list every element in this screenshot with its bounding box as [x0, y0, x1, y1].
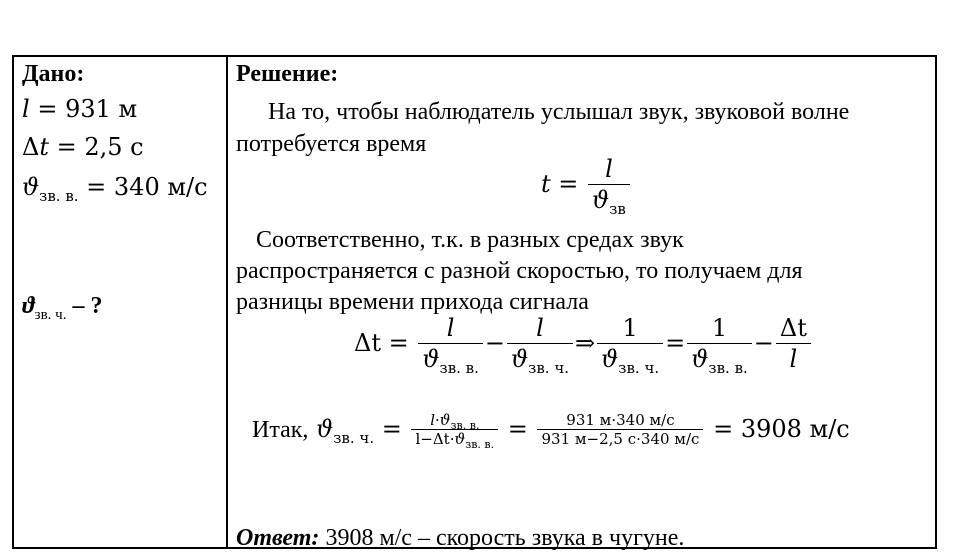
formula-3-frac-2-den: 931 м−2,5 с·340 м/с	[541, 430, 700, 448]
formula-3-frac-1-num-sub: зв. в.	[450, 419, 480, 432]
formula-2-frac-2-num: l	[507, 314, 573, 344]
formula-2-equals: =	[665, 329, 686, 357]
answer-text: 3908 м/с – скорость звука в чугуне.	[325, 525, 685, 551]
paragraph-2-line-2: распространяется с разной скоростью, то получаем для	[236, 258, 803, 284]
formula-2-frac-4-num: 1	[687, 314, 752, 344]
paragraph-1-line-2: потребуется время	[236, 131, 427, 157]
formula-3-equals-1: =	[381, 414, 402, 443]
formula-3-frac-1-den-sub: зв. в.	[465, 438, 495, 451]
answer-line	[236, 525, 684, 552]
formula-3-equals-2: =	[507, 414, 528, 443]
itak-label: Итак,	[252, 416, 309, 443]
answer-label: Ответ:	[236, 525, 320, 551]
formula-result: Итак, $ϑ_{зв. ч.}$ = $\frac{l\cdot ϑ_{зв. в.}}{l-\Delta t\cdot ϑ_{зв. в.}}$ = $\frac{931 м\cdot 340 м/с}{931 м-2,5 с\cdot 340 м/с}$ = 3908 м/с	[252, 411, 850, 451]
given-speed-air-sub: зв. в.	[39, 187, 79, 205]
formula-3-frac-2-num: 931 м·340 м/с	[537, 411, 703, 430]
formula-2-implies: ⇒	[575, 329, 596, 357]
paragraph-1-line-1: На то, чтобы наблюдатель услышал звук, звуковой волне	[268, 99, 850, 125]
paragraph-2-line-3: разницы времени прихода сигнала	[236, 289, 589, 315]
given-heading: Дано:	[22, 61, 85, 87]
formula-3-result: = 3908 м/с	[713, 414, 850, 443]
given-delta-t-value: = 2,5 с	[56, 133, 144, 161]
formula-1-numerator: l	[588, 155, 630, 185]
formula-3-lhs-sub: зв. ч.	[333, 428, 375, 447]
formula-2-frac-1-num: l	[418, 314, 483, 344]
solution-heading: Решение:	[236, 61, 339, 87]
formula-2-lhs: Δt =	[354, 329, 409, 357]
given-speed-air-value: = 340 м/с	[86, 173, 208, 201]
find-quantity: $ϑ_{зв. ч.}$ – ?	[22, 293, 103, 323]
find-quantity-sub: зв. ч.	[34, 307, 67, 323]
column-divider	[226, 57, 228, 547]
find-quantity-suffix: – ?	[72, 293, 103, 319]
formula-1-lhs: t =	[541, 170, 579, 198]
formula-2-frac-3-num: 1	[597, 314, 663, 344]
given-length: l = 931 м	[22, 95, 138, 123]
given-speed-air: $ϑ_{зв. в.} = 340$ м/с	[22, 173, 208, 205]
formula-2-minus-2: −	[753, 329, 774, 357]
formula-travel-time: t = $\frac{l}{ϑ_{зв}}$	[541, 155, 632, 216]
formula-2-minus: −	[484, 329, 505, 357]
formula-time-difference: Δt = $\frac{l}{ϑ_{зв. в.}}$ − $\frac{l}{ϑ_{зв. ч.}}$ ⇒ $\frac{1}{ϑ_{зв. ч.}}$ = $\frac{1}{ϑ_{зв. в.}}$ − $\frac{\Delta t}{l}$	[354, 314, 813, 375]
given-length-value: = 931 м	[37, 95, 138, 123]
formula-2-frac-2-den-sub: зв. ч.	[528, 358, 570, 377]
formula-2-frac-4-den-sub: зв. в.	[708, 358, 748, 377]
formula-2-frac-5-den: l	[789, 344, 798, 373]
formula-2-frac-3-den-sub: зв. ч.	[618, 358, 660, 377]
given-delta-t: Δt = 2,5 с	[22, 133, 144, 161]
formula-3-frac-1-den-prefix: l−Δt·	[415, 430, 455, 448]
paragraph-2-line-1: Соответственно, т.к. в разных средах звук	[256, 227, 684, 253]
formula-1-denominator-sub: зв	[609, 199, 626, 218]
solution-table	[12, 55, 937, 549]
formula-2-frac-5-num: Δt	[776, 314, 811, 344]
formula-2-frac-1-den-sub: зв. в.	[439, 358, 479, 377]
